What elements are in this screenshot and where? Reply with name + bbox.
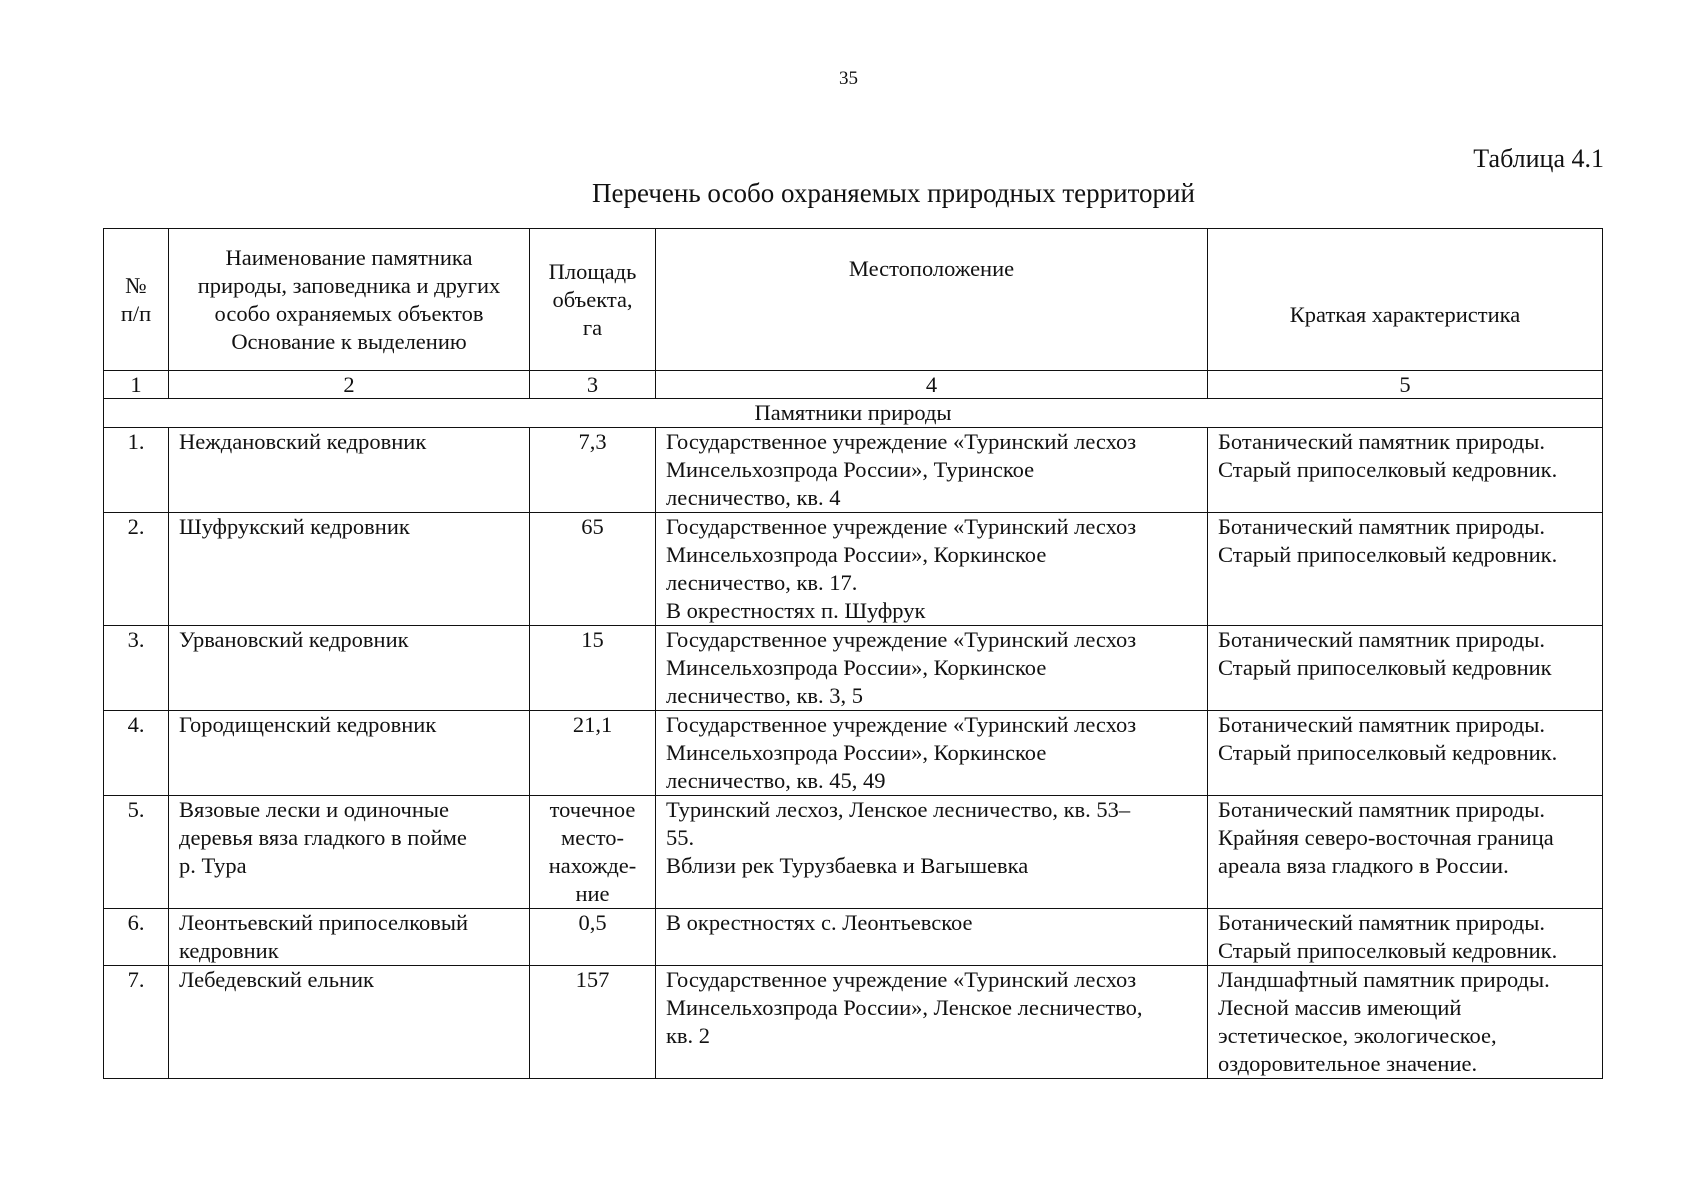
row-name <box>169 966 530 1079</box>
row-location <box>656 428 1208 513</box>
header-name <box>169 229 530 371</box>
text-line: 65 <box>581 514 604 539</box>
text-line: Вблизи рек Турузбаевка и Вагышевка <box>666 853 1029 878</box>
text-line: Наименование памятника <box>225 244 473 270</box>
text-line: ареала вяза гладкого в России. <box>1218 853 1509 878</box>
column-number-row <box>104 371 1603 399</box>
text-line: Местоположение <box>848 256 1015 281</box>
row-location <box>656 711 1208 796</box>
text-line: Государственное учреждение «Туринский лесхоз <box>666 514 1137 539</box>
text-line: 21,1 <box>572 712 613 737</box>
row-number: 6. <box>104 909 169 966</box>
text-line: Краткая характеристика <box>1289 301 1521 327</box>
row-characteristic <box>1208 428 1603 513</box>
row-name <box>169 428 530 513</box>
row-location <box>656 796 1208 909</box>
row-characteristic <box>1208 711 1603 796</box>
text-line: Старый припоселковый кедровник. <box>1218 542 1558 567</box>
row-area <box>530 711 656 796</box>
row-name <box>169 626 530 711</box>
row-number: 5. <box>104 796 169 909</box>
text-line: деревья вяза гладкого в пойме <box>179 825 467 850</box>
text-line: 0,5 <box>578 910 607 935</box>
text-line: объекта, <box>552 286 633 312</box>
row-number: 1. <box>104 428 169 513</box>
table-label: Таблица 4.1 <box>1473 144 1604 173</box>
text-line: Ботанический памятник природы. <box>1218 429 1545 454</box>
row-number: 7. <box>104 966 169 1079</box>
text-line: 157 <box>575 967 610 992</box>
row-location <box>656 513 1208 626</box>
text-line: кв. 2 <box>666 1023 711 1048</box>
text-line: Площадь <box>548 258 637 284</box>
row-area <box>530 966 656 1079</box>
text-line: Неждановский кедровник <box>179 429 427 454</box>
text-line: Шуфрукский кедровник <box>179 514 410 539</box>
row-area <box>530 428 656 513</box>
header-area <box>530 229 656 371</box>
table-row <box>104 711 1603 796</box>
text-line: Государственное учреждение «Туринский лесхоз <box>666 429 1137 454</box>
row-name <box>169 796 530 909</box>
text-line: лесничество, кв. 4 <box>666 485 841 510</box>
text-line: п/п <box>120 300 152 326</box>
table-row <box>104 428 1603 513</box>
table-row <box>104 626 1603 711</box>
section-row <box>104 399 1603 428</box>
table-row <box>104 966 1603 1079</box>
text-line: Ботанический памятник природы. <box>1218 910 1545 935</box>
text-line: кедровник <box>179 938 279 963</box>
header-characteristic <box>1208 229 1603 371</box>
column-number: 4 <box>656 371 1208 399</box>
header-location <box>656 229 1208 371</box>
text-line: Основание к выделению <box>231 328 467 354</box>
text-line: лесничество, кв. 17. <box>666 570 858 595</box>
row-characteristic <box>1208 513 1603 626</box>
text-line: № <box>125 272 147 298</box>
row-location <box>656 909 1208 966</box>
text-line: особо охраняемых объектов <box>214 300 484 326</box>
row-area <box>530 513 656 626</box>
column-number: 3 <box>530 371 656 399</box>
row-location <box>656 966 1208 1079</box>
text-line: Минсельхозпрода России», Коркинское <box>666 655 1047 680</box>
table-row <box>104 513 1603 626</box>
text-line: 7,3 <box>578 429 607 454</box>
column-number: 1 <box>104 371 169 399</box>
text-line: Минсельхозпрода России», Туринское <box>666 457 1035 482</box>
text-line: Ботанический памятник природы. <box>1218 797 1545 822</box>
text-line: точечное <box>549 797 636 822</box>
row-name <box>169 909 530 966</box>
row-area <box>530 909 656 966</box>
row-characteristic <box>1208 966 1603 1079</box>
text-line: Старый припоселковый кедровник. <box>1218 740 1558 765</box>
header-row <box>104 229 1603 371</box>
text-line: ние <box>575 881 610 906</box>
text-line: В окрестностях п. Шуфрук <box>666 598 926 623</box>
text-line: 55. <box>666 825 695 850</box>
row-characteristic <box>1208 626 1603 711</box>
text-line: Государственное учреждение «Туринский лесхоз <box>666 627 1137 652</box>
protected-areas-table <box>103 228 1603 1079</box>
text-line: Ботанический памятник природы. <box>1218 627 1545 652</box>
table-title: Перечень особо охраняемых природных территорий <box>592 178 1195 208</box>
text-line: Лесной массив имеющий <box>1218 995 1462 1020</box>
text-line: Старый припоселковый кедровник. <box>1218 938 1558 963</box>
text-line: га <box>582 314 603 340</box>
row-number: 3. <box>104 626 169 711</box>
row-area <box>530 796 656 909</box>
header-num <box>104 229 169 371</box>
row-characteristic <box>1208 796 1603 909</box>
text-line: Ботанический памятник природы. <box>1218 712 1545 737</box>
row-characteristic <box>1208 909 1603 966</box>
section-title: Памятники природы <box>104 399 1603 428</box>
text-line: В окрестностях с. Леонтьевское <box>666 910 973 935</box>
row-name <box>169 513 530 626</box>
text-line: Государственное учреждение «Туринский лесхоз <box>666 712 1137 737</box>
text-line: 15 <box>581 627 604 652</box>
row-number: 4. <box>104 711 169 796</box>
text-line: Государственное учреждение «Туринский лесхоз <box>666 967 1137 992</box>
text-line: Минсельхозпрода России», Коркинское <box>666 542 1047 567</box>
page-number: 35 <box>839 68 858 89</box>
text-line: Старый припоселковый кедровник <box>1218 655 1552 680</box>
text-line: Городищенский кедровник <box>179 712 437 737</box>
text-line: Старый припоселковый кедровник. <box>1218 457 1558 482</box>
row-area <box>530 626 656 711</box>
column-number: 5 <box>1208 371 1603 399</box>
text-line: место- <box>560 825 625 850</box>
column-number: 2 <box>169 371 530 399</box>
text-line: эстетическое, экологическое, <box>1218 1023 1497 1048</box>
text-line: Туринский лесхоз, Ленское лесничество, кв. 53– <box>666 797 1131 822</box>
text-line: Минсельхозпрода России», Коркинское <box>666 740 1047 765</box>
text-line: Минсельхозпрода России», Ленское лесничество, <box>666 995 1143 1020</box>
text-line: лесничество, кв. 3, 5 <box>666 683 864 708</box>
table-row <box>104 796 1603 909</box>
text-line: Ландшафтный памятник природы. <box>1218 967 1550 992</box>
row-name <box>169 711 530 796</box>
text-line: нахожде- <box>548 853 637 878</box>
text-line: оздоровительное значение. <box>1218 1051 1478 1076</box>
text-line: Урвановский кедровник <box>179 627 409 652</box>
text-line: Лебедевский ельник <box>179 967 374 992</box>
text-line: Леонтьевский припоселковый <box>179 910 469 935</box>
text-line: Вязовые лески и одиночные <box>179 797 449 822</box>
text-line: лесничество, кв. 45, 49 <box>666 768 886 793</box>
text-line: природы, заповедника и других <box>197 272 501 298</box>
row-number: 2. <box>104 513 169 626</box>
text-line: Ботанический памятник природы. <box>1218 514 1545 539</box>
text-line: р. Тура <box>179 853 247 878</box>
text-line: Крайняя северо-восточная граница <box>1218 825 1554 850</box>
table-row <box>104 909 1603 966</box>
row-location <box>656 626 1208 711</box>
